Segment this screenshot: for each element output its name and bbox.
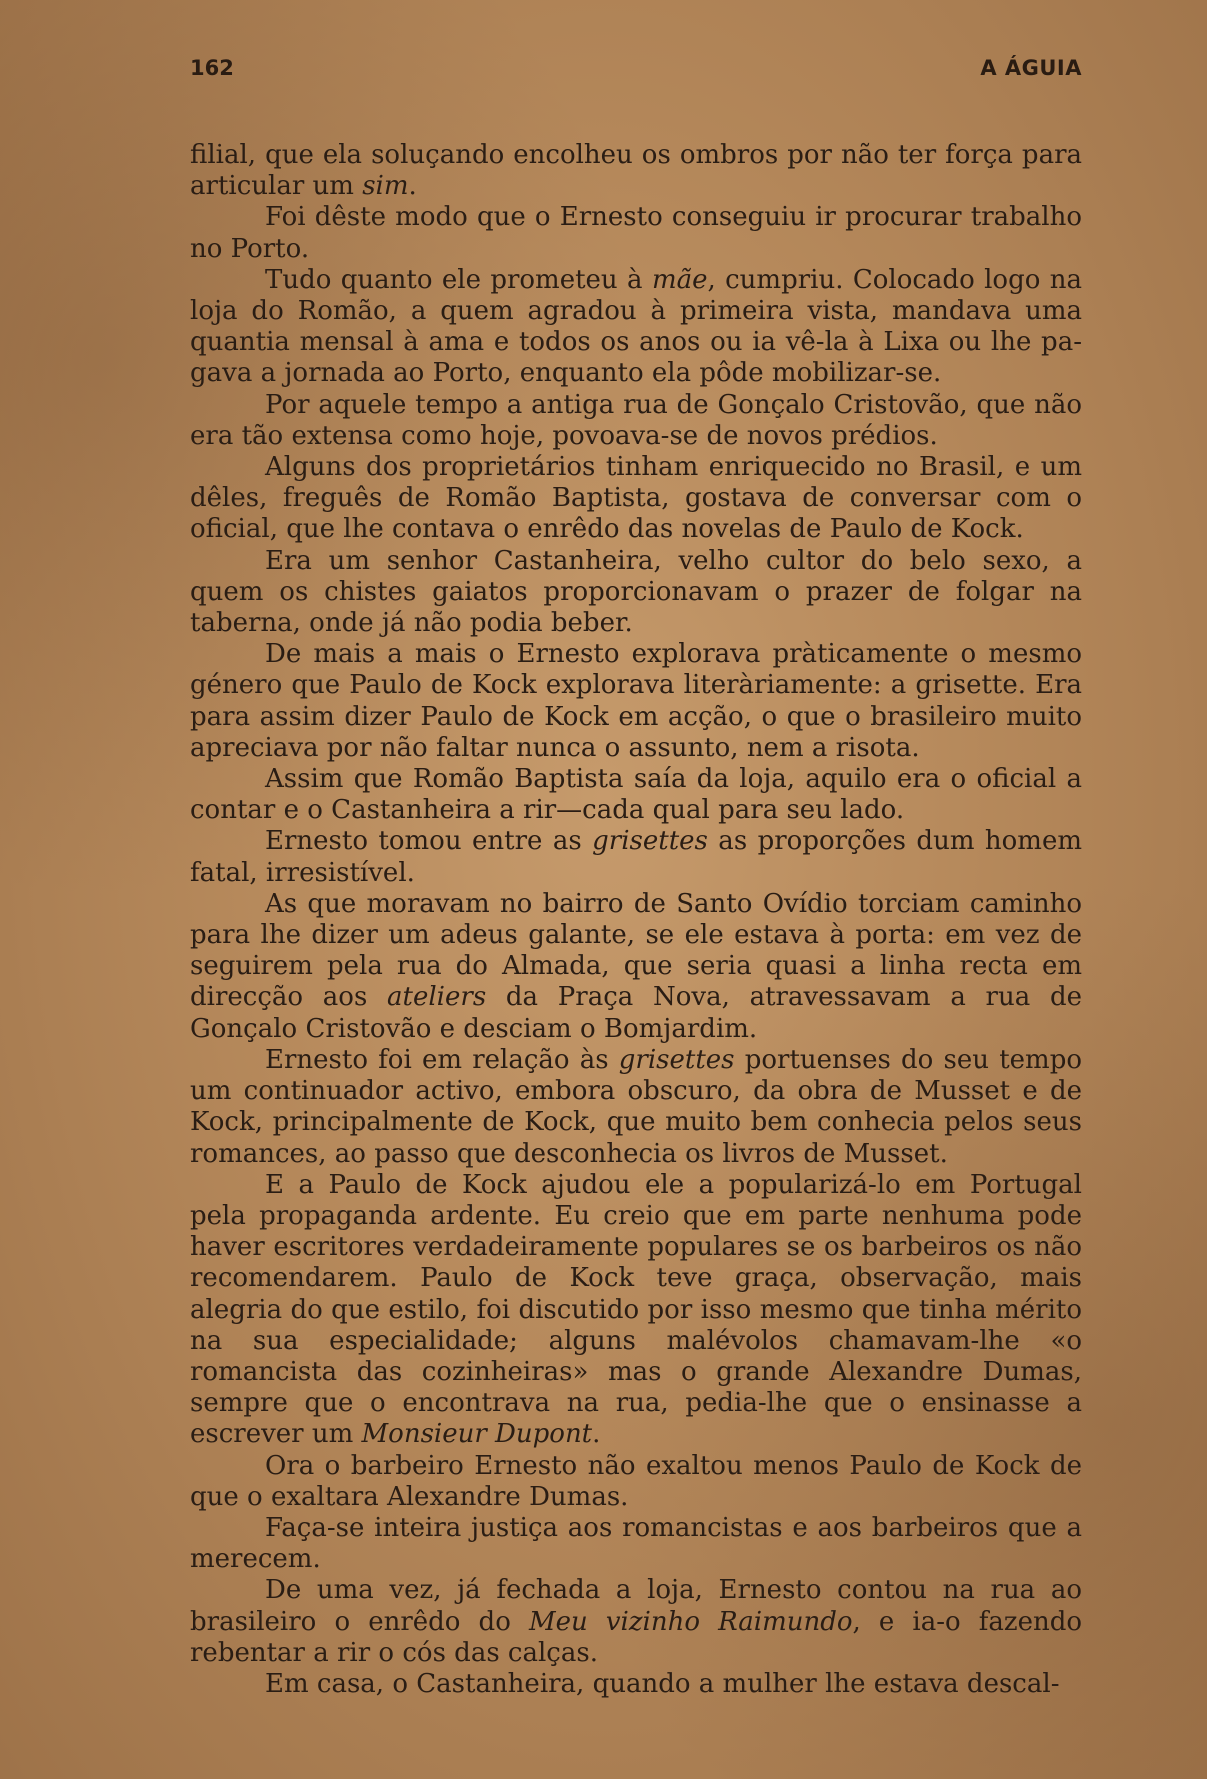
text-run: Assim que Romão Baptista saía da loja, aquilo era o oficial a contar e o Castanheira a rir—cada qual para seu lado. [190,764,1082,826]
paragraph [190,390,1082,452]
text-run: . [408,171,417,202]
italic-text: mãe [651,264,708,295]
text-run: Alguns dos proprietários tinham enriquecido no Brasil, e um dêles, freguês de Romão Baptista, gostava de conversar com o oficial, que lhe contava o enrêdo das novelas de Paulo de Kock. [190,452,1082,545]
text-run: , cumpriu. Colocado logo na loja do Romão, a quem agradou à primeira vista, mandava uma quantia mensal à ama e todos os anos ou ia vê-la à Lixa ou lhe pagava a jornada ao Porto, enquanto ela pôde mobilizar-se. [190,264,1082,389]
paragraph [190,265,1082,390]
italic-text: grisettes [592,826,708,857]
text-run: Foi dêste modo que o Ernesto conseguiu ir procurar trabalho no Porto. [190,202,1082,264]
text-run: Ernesto tomou entre as [265,826,593,857]
text-run: Por aquele tempo a antiga rua de Gonçalo Cristovão, que não era tão extensa como hoje, povoava-se de novos prédios. [190,389,1082,451]
text-run: , e ia-o fazendo rebentar a rir o cós das calças. [190,1606,1082,1668]
text-run: Ora o barbeiro Ernesto não exaltou menos Paulo de Kock de que o exaltara Alexandre Dumas. [190,1450,1082,1512]
text-run: Ernesto foi em relação às [265,1044,619,1075]
body-text [190,140,1082,1700]
paragraph [190,202,1082,264]
running-head: A ÁGUIA [980,56,1082,80]
paragraph [190,1451,1082,1513]
text-run: filial, que ela soluçando encolheu os ombros por não ter força para articular um [190,140,1082,202]
paragraph [190,826,1082,888]
text-run: De uma vez, já fechada a loja, Ernesto contou na rua ao brasileiro o enrêdo do [190,1575,1082,1637]
paragraph [190,140,1082,202]
paragraph [190,1669,1082,1700]
italic-text: Meu vizinho Raimundo [528,1606,853,1637]
text-run: . [592,1419,601,1450]
paragraph [190,639,1082,764]
text-run: As que moravam no bairro de Santo Ovídio torciam caminho para lhe dizer um adeus galante, se ele estava à porta: em vez de seguirem pela rua do Almada, que seria quasi a linha recta em direcção aos [190,888,1082,1013]
italic-text: sim [362,171,409,202]
paragraph [190,452,1082,546]
text-run: Era um senhor Castanheira, velho cultor do belo sexo, a quem os chistes gaiatos proporcionavam o prazer de folgar na taberna, onde já não podia beber. [190,545,1082,639]
paragraph [190,1575,1082,1669]
text-run: E a Paulo de Kock ajudou ele a popularizá-lo em Portugal pela propaganda ardente. Eu creio que em parte nenhuma pode haver escritores verdadeiramente populares se os barbeiros os não recomendarem. Paulo de Kock teve graça, observação, mais alegria do que estilo, foi discutido por isso mesmo que tinha mérito na sua especialidade; alguns malévolos chamavam-lhe «o romancista das cozinheiras» mas o grande Alexandre Dumas, sempre que o encontrava na rua, pedia-lhe que o ensinasse a escrever um [190,1169,1082,1450]
paragraph [190,1045,1082,1170]
text-run: Em casa, o Castanheira, quando a mulher lhe estava descal- [265,1668,1060,1699]
text-run: as proporções dum homem fatal, irresistível. [190,826,1082,888]
text-run: Tudo quanto ele prometeu à [265,264,652,295]
text-run: portuenses do seu tempo um continuador activo, embora obscuro, da obra de Musset e de Kock, principalmente de Kock, que muito bem conhecia pelos seus romances, ao passo que desconhecia os livros de Musset. [190,1044,1082,1169]
italic-text: Monsieur Dupont [361,1419,593,1450]
paragraph [190,546,1082,640]
page-number: 162 [190,56,234,80]
paragraph [190,1513,1082,1575]
text-run: da Praça Nova, atravessavam a rua de Gonçalo Cristovão e desciam o Bomjardim. [190,982,1083,1044]
page-header [190,56,1082,86]
text-run: Faça-se inteira justiça aos romancistas e aos barbeiros que a merecem. [190,1512,1082,1575]
italic-text: ateliers [387,982,487,1013]
paragraph [190,889,1082,1045]
italic-text: grisettes [618,1044,735,1075]
paragraph [190,764,1082,826]
text-run: De mais a mais o Ernesto explorava pràticamente o mesmo género que Paulo de Kock explorava literàriamente: a grisette. Era para assim dizer Paulo de Kock em acção, o que o brasileiro muito apreciava por não faltar nunca o assunto, nem a risota. [190,639,1082,763]
paragraph [190,1170,1082,1451]
